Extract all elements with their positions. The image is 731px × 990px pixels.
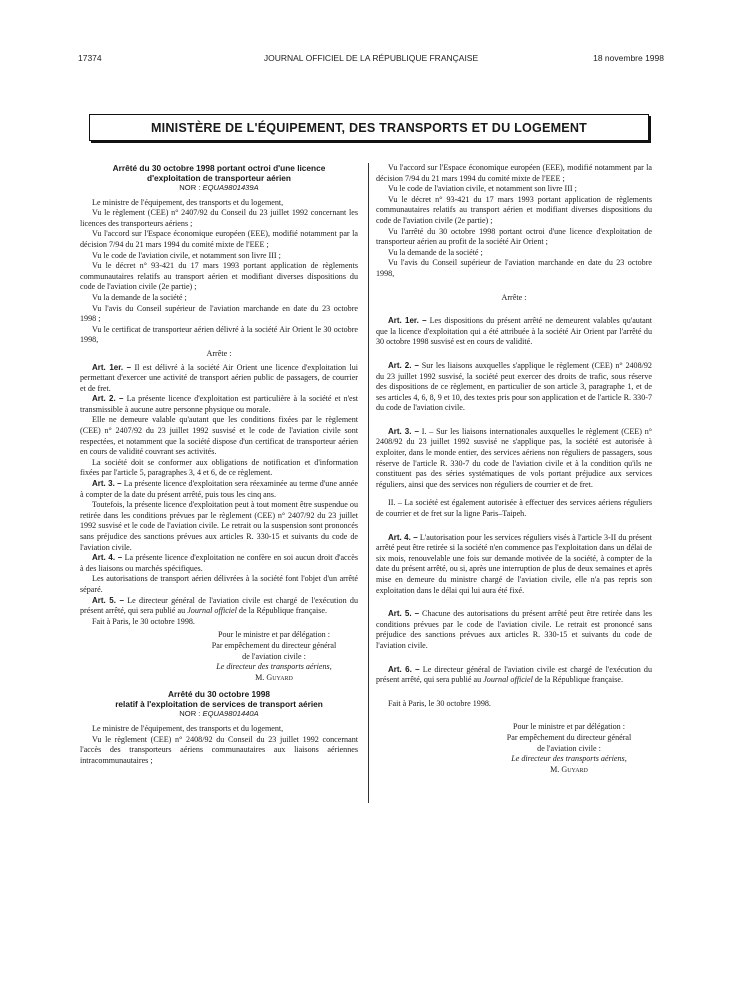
paragraph: Vu la demande de la société ; xyxy=(388,247,483,257)
paragraph: Vu l'accord sur l'Espace économique européen (EEE), modifié notamment par la décision 7/94 du 21 mars 1994 du comité mixte de l'EEE ; xyxy=(80,229,358,249)
article-2: Art. 2. – Sur les liaisons auxquelles s'applique le règlement (CEE) n° 2408/92 du 23 juillet 1992 susvisé, la société peut exercer des droits de trafic, sous réserve des dispositions de ce règlement, en particulier de son article 3, paragraphe 1, et de ses articles 4, 6, 8, 9 et 10, des textes pris pour son application et de l'article R. 330-7 du code de l'aviation civile. xyxy=(376,360,652,413)
signature-line: Par empêchement du directeur général xyxy=(211,640,337,650)
article-1: Art. 1er. – Il est délivré à la société Air Orient une licence d'exploitation lui permettant d'exercer une activité de transport aérien public de passagers, de courrier et de fret. xyxy=(80,362,358,393)
paragraph: Les autorisations de transport aérien délivrées à la société font l'objet d'un arrêté séparé. xyxy=(80,574,358,594)
decree-1-nor: NOR : EQUA9801439A xyxy=(179,183,259,192)
journal-title: JOURNAL OFFICIEL DE LA RÉPUBLIQUE FRANÇAISE xyxy=(263,53,479,63)
paragraph: Vu la demande de la société ; xyxy=(92,292,187,302)
paragraph: Vu l'arrêté du 30 octobre 1998 portant octroi d'une licence d'exploitation de transporteur aérien au profit de la société Air Orient ; xyxy=(376,226,652,247)
article-1: Art. 1er. – Les dispositions du présent arrêté ne demeurent valables qu'autant que la licence d'exploitation qui a été attribuée à la société Air Orient par l'arrêté du 30 octobre 1998 susvisé est en cours de validité. xyxy=(376,316,652,347)
article-4: Art. 4. – La présente licence d'exploitation ne confère en soi aucun droit d'accès à des liaisons ou marchés spécifiques. xyxy=(80,553,358,573)
column-divider xyxy=(368,163,369,803)
signature-date: Fait à Paris, le 30 octobre 1998. xyxy=(388,698,491,708)
article-3: Art. 3. – I. – Sur les liaisons internationales auxquelles le règlement (CEE) n° 2408/92 du 23 juillet 1992 susvisé ne s'applique pas, la société est autorisée à exploiter, dans le monde entier, des services aériens non réguliers de passagers, sous réserve de l'article R. 330-7 du code de l'aviation civile et à la condition qu'ils ne constituent pas des séries systématiques de vols portant préjudice aux services réguliers, ainsi que des services non réguliers de courrier et de fret. xyxy=(376,426,652,489)
article-6: Art. 6. – Le directeur général de l'aviation civile est chargé de l'exécution du présent arrêté, qui sera publié au Journal officiel de la République française. xyxy=(376,664,653,685)
paragraph: Toutefois, la présente licence d'exploitation peut à tout moment être suspendue ou retirée dans les conditions prévues par le règlement (CEE) n° 2407/92 du 23 juillet 1992 susvisé et le code de l'aviation civile. Le retrait ou la suspension sont prononcés sans préjudice des sanctions prévues aux articles R. 330-15 et suivants du code de l'aviation civile. xyxy=(80,500,358,552)
article-4: Art. 4. – L'autorisation pour les services réguliers visés à l'article 3-II du présent arrêté peut être retirée si la société n'en commence pas l'exploitation dans un délai de six mois, renouvelable une fois sur demande motivée de la société, à compter de la date du présent arrêté, ou si, après une interruption de plus de deux semaines et après mise en demeure du ministre chargé de l'aviation civile, elle n'a pas repris son exploitation dans le délai qui lui aura été fixé. xyxy=(376,532,653,595)
paragraph: Vu le code de l'aviation civile, et notamment son livre III ; xyxy=(92,250,281,260)
article-3: Art. 3. – La présente licence d'exploitation sera réexaminée au terme d'une année à compter de la date du présent arrêté, puis tous les cinq ans. xyxy=(80,479,358,499)
page-header xyxy=(78,53,664,67)
signature-line: de l'aviation civile : xyxy=(242,651,306,661)
article-2: Art. 2. – La présente licence d'exploitation est particulière à la société et n'est transmissible à aucune autre personne physique ou morale. xyxy=(80,394,359,414)
signature-line: Par empêchement du directeur général xyxy=(506,732,632,742)
signature-line: Pour le ministre et par délégation : xyxy=(513,722,625,732)
arrete-heading: Arrête : xyxy=(206,348,232,358)
paragraph: Vu le règlement (CEE) n° 2407/92 du Conseil du 23 juillet 1992 concernant les licences des transporteurs aériens ; xyxy=(80,208,358,228)
signature-date: Fait à Paris, le 30 octobre 1998. xyxy=(92,616,195,626)
decree-1-title-line-1: Arrêté du 30 octobre 1998 portant octroi d'une licence xyxy=(112,163,326,173)
paragraph: Vu l'avis du Conseil supérieur de l'aviation marchande en date du 23 octobre 1998, xyxy=(376,258,652,278)
decree-2-title-line-1: Arrêté du 30 octobre 1998 xyxy=(168,689,270,700)
article-5: Art. 5. – Chacune des autorisations du présent arrêté peut être retirée dans les conditions prévues par le code de l'aviation civile. Le retrait est prononcé sans préjudice des sanctions prévues aux articles R. 330-15 et suivants du code de l'aviation civile. xyxy=(376,609,653,650)
paragraph: II. – La société est également autorisée à effectuer des services aériens réguliers de courrier et de fret sur la ligne Paris–Taipeh. xyxy=(376,498,652,519)
left-column xyxy=(80,163,358,766)
paragraph: Le ministre de l'équipement, des transports et du logement, xyxy=(92,723,284,733)
paragraph: Vu l'accord sur l'Espace économique européen (EEE), modifié notamment par la décision 7/94 du 21 mars 1994 du comité mixte de l'EEE ; xyxy=(376,163,652,183)
signatory-name: M. Guyard xyxy=(550,764,588,774)
signature-role: Le directeur des transports aériens, xyxy=(511,754,627,764)
article-5: Art. 5. – Le directeur général de l'aviation civile est chargé de l'exécution du présent arrêté, qui sera publié au Journal officiel de la République française. xyxy=(80,595,359,616)
paragraph: Vu l'avis du Conseil supérieur de l'aviation marchande en date du 23 octobre 1998 ; xyxy=(80,303,358,324)
signature-line: Pour le ministre et par délégation : xyxy=(218,630,330,640)
page-number: 17374 xyxy=(78,53,102,63)
decree-2-title-line-2: relatif à l'exploitation de services de transport aérien xyxy=(115,699,323,710)
paragraph: Le ministre de l'équipement, des transports et du logement, xyxy=(92,197,284,207)
paragraph: Vu le code de l'aviation civile, et notamment son livre III ; xyxy=(388,184,577,194)
paragraph: Elle ne demeure valable qu'autant que les conditions fixées par le règlement (CEE) n° 2407/92 du 23 juillet 1992 susvisé et le code de l'aviation civile sont respectées, et notamment que la société dispose d'un certificat de transporteur aérien en cours de validité couvrant ses activités. xyxy=(80,415,358,457)
issue-date: 18 novembre 1998 xyxy=(593,53,664,63)
signatory-name: M. Guyard xyxy=(255,672,293,682)
ministry-banner: MINISTÈRE DE L'ÉQUIPEMENT, DES TRANSPORTS ET DU LOGEMENT xyxy=(89,114,649,141)
paragraph: La société doit se conformer aux obligations de notification et d'information fixées par l'article 5, paragraphes 3, 4 et 6, de ce règlement. xyxy=(80,457,358,478)
paragraph: Vu le décret n° 93-421 du 17 mars 1993 portant application de règlements communautaires relatifs au transport aérien et modifiant diverses dispositions du code de l'aviation civile (2e partie) ; xyxy=(376,194,652,225)
right-column xyxy=(376,163,652,775)
paragraph: Vu le décret n° 93-421 du 17 mars 1993 portant application de règlements communautaires relatifs au transport aérien et modifiant diverses dispositions du code de l'aviation civile (2e partie) ; xyxy=(80,261,358,292)
arrete-heading: Arrête : xyxy=(501,292,527,302)
signature-line: de l'aviation civile : xyxy=(537,743,601,753)
decree-2-nor: NOR : EQUA9801440A xyxy=(179,709,259,719)
decree-1-title-line-2: d'exploitation de transporteur aérien xyxy=(147,173,291,183)
paragraph: Vu le certificat de transporteur aérien délivré à la société Air Orient le 30 octobre 1998, xyxy=(80,324,358,345)
signature-role: Le directeur des transports aériens, xyxy=(216,662,332,672)
paragraph: Vu le règlement (CEE) n° 2408/92 du Conseil du 23 juillet 1992 concernant l'accès des transporteurs aériens communautaires aux liaisons aériennes intracommunautaires ; xyxy=(80,734,358,765)
